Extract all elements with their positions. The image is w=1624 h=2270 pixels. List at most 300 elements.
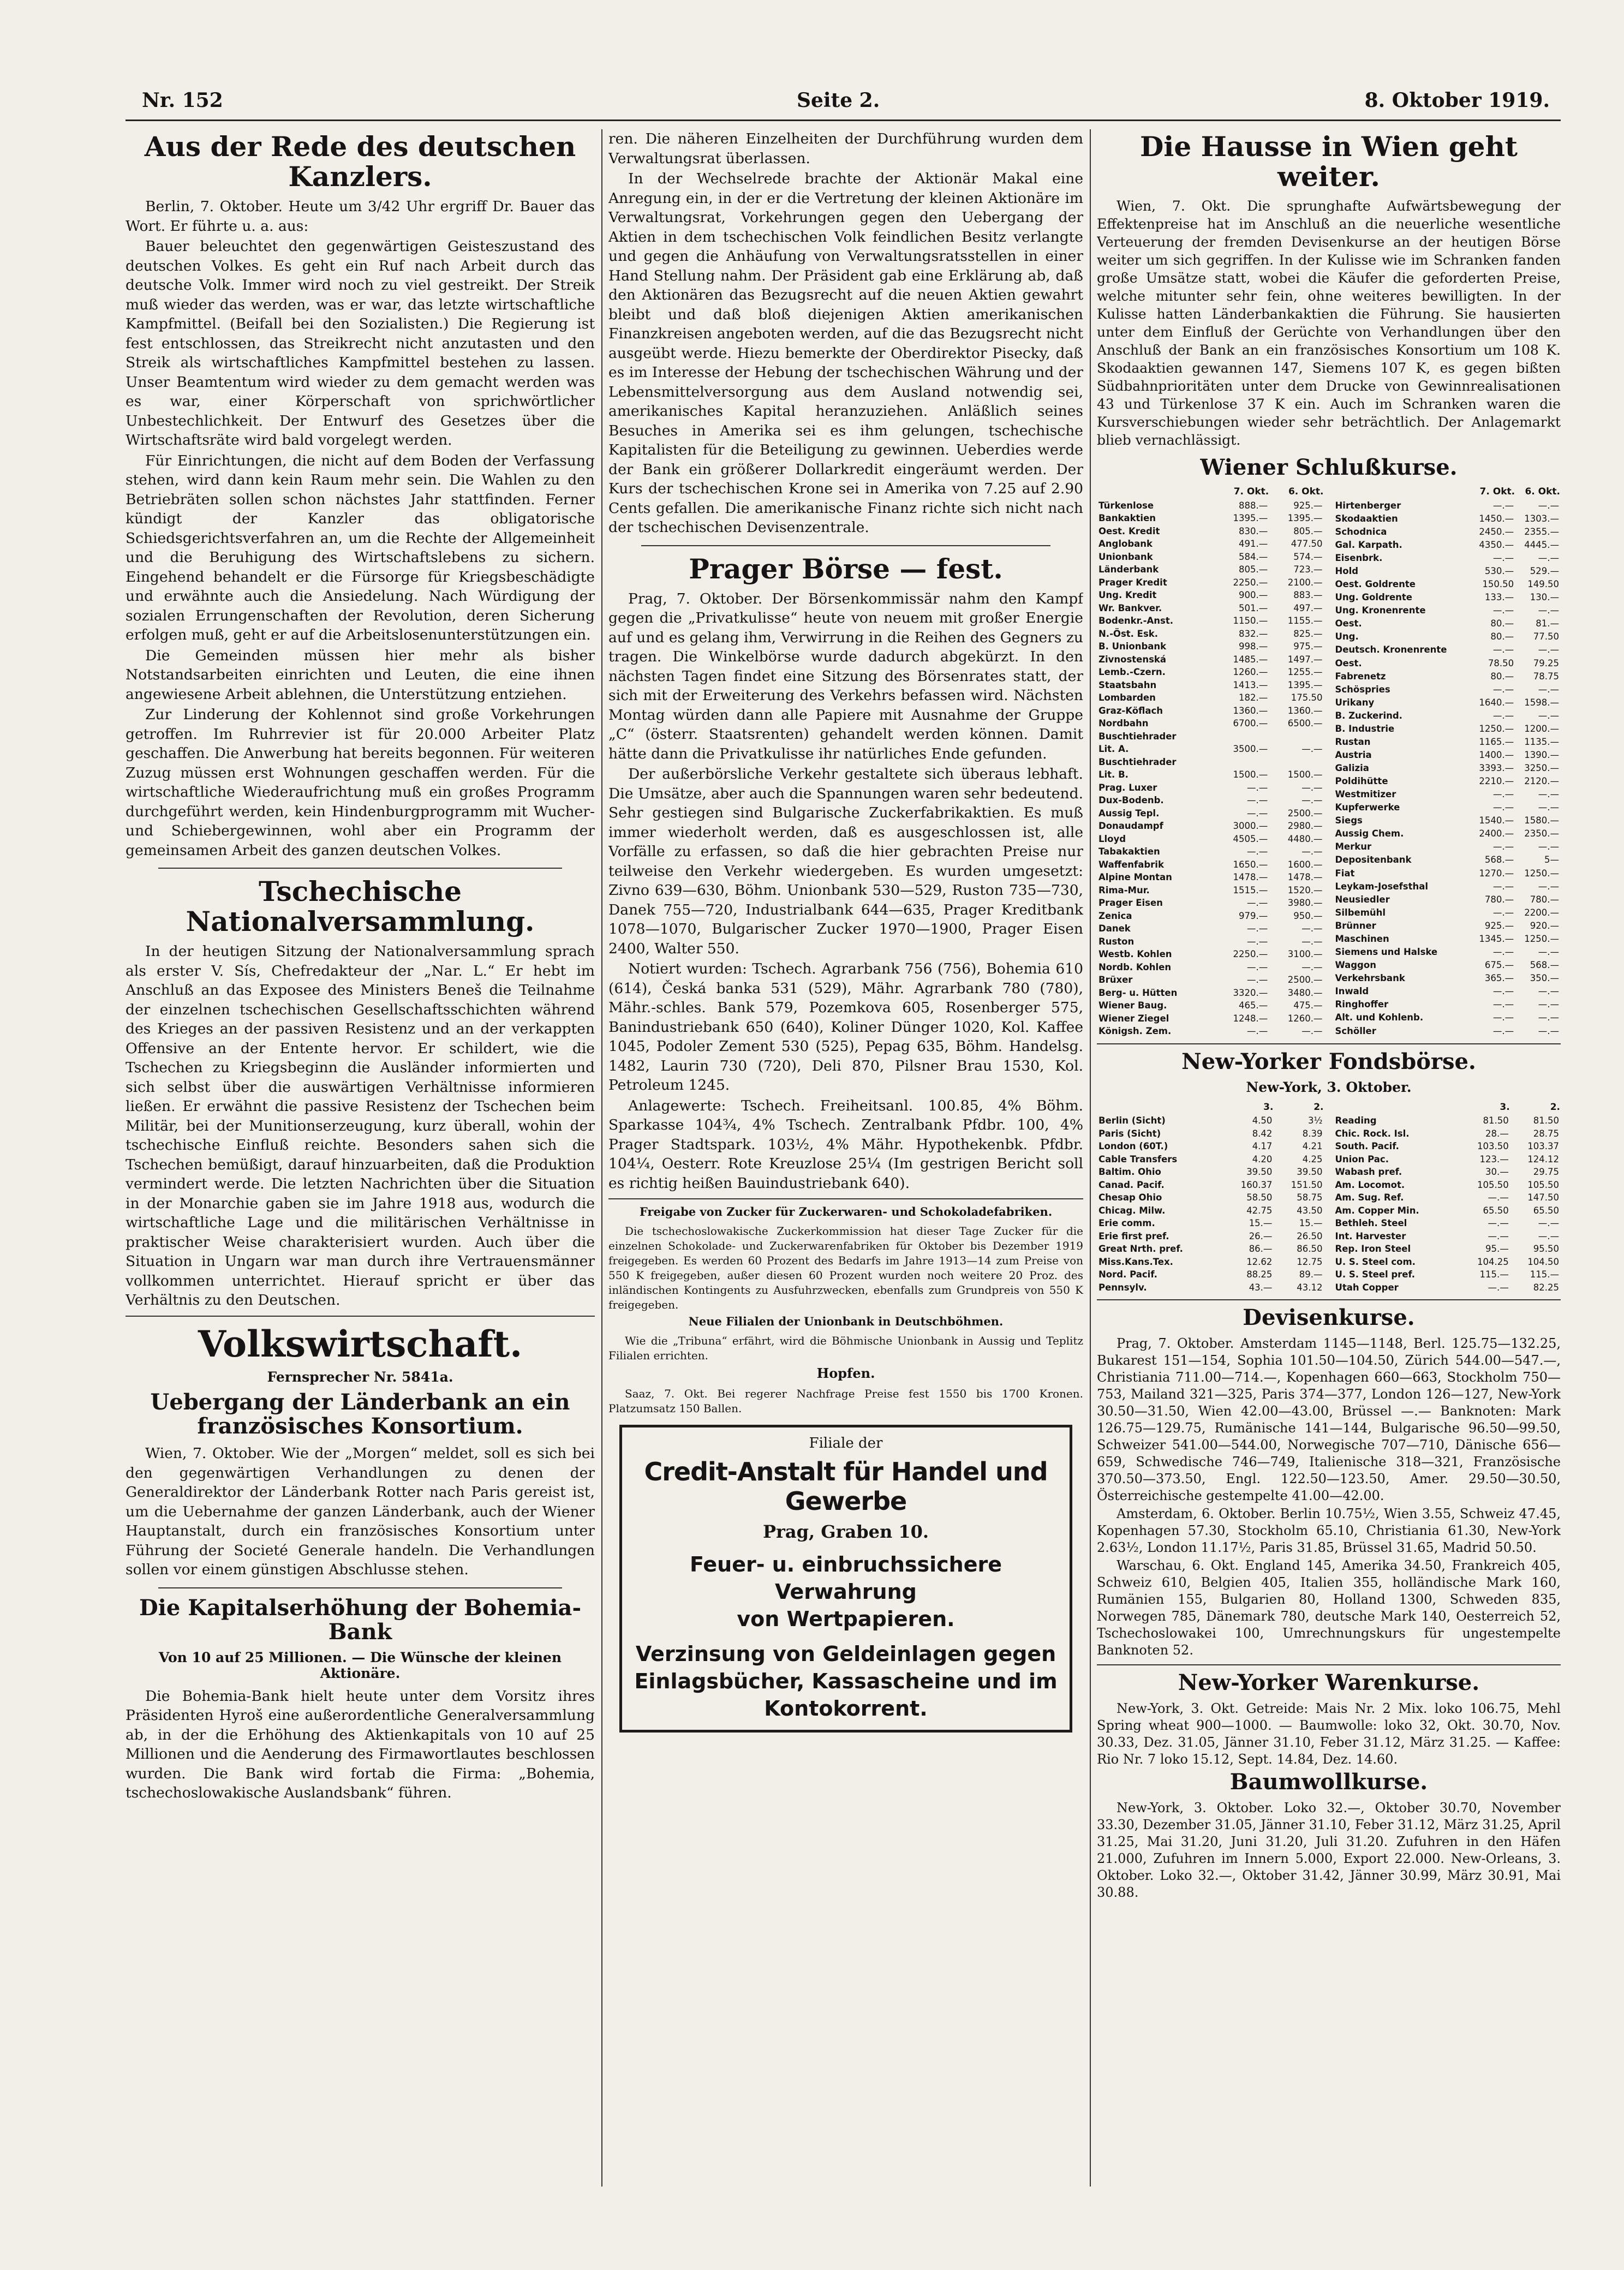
quote-row <box>1097 525 1324 538</box>
price: 133.— <box>1484 592 1514 603</box>
price: 4.17 <box>1252 1141 1273 1151</box>
separator <box>158 868 562 869</box>
price: 4.20 <box>1252 1154 1273 1164</box>
security-name: Galizia <box>1335 763 1369 774</box>
price: —.— <box>1488 1230 1509 1241</box>
price: 1360.— <box>1233 705 1268 716</box>
quote-row <box>1097 833 1324 846</box>
security-name: Skodaaktien <box>1335 513 1398 524</box>
separator <box>158 1587 562 1588</box>
price: 4.21 <box>1302 1141 1323 1151</box>
quote-row <box>1097 948 1324 961</box>
security-name: Lombarden <box>1098 692 1156 703</box>
col-header: 3. <box>1500 1101 1510 1113</box>
price: 1400.— <box>1479 749 1514 760</box>
security-name: Zivnostenská <box>1098 654 1167 665</box>
quote-row <box>1334 1114 1561 1127</box>
security-name: Cable Transfers <box>1098 1154 1178 1164</box>
security-name: Nord. Pacif. <box>1098 1269 1157 1280</box>
price: —.— <box>1492 684 1514 695</box>
price: 1260.— <box>1287 1013 1323 1024</box>
quote-row <box>1097 858 1324 871</box>
column-2 <box>608 129 1083 2187</box>
price: —.— <box>1492 881 1514 892</box>
price: 1395.— <box>1287 679 1323 690</box>
price: —.— <box>1538 946 1559 957</box>
quote-row <box>1097 1140 1324 1153</box>
price: —.— <box>1538 644 1559 655</box>
price: 365.— <box>1484 973 1514 984</box>
separator <box>1097 1664 1561 1665</box>
price: 1135.— <box>1524 736 1559 747</box>
price: 4.50 <box>1252 1115 1273 1126</box>
security-name: Deutsch. Kronenrente <box>1335 644 1447 655</box>
ny-tables <box>1097 1101 1561 1294</box>
headline-hausse: Die Hausse in Wien geht weiter. <box>1140 130 1518 193</box>
quote-row <box>1334 801 1561 814</box>
col-header: 2. <box>1550 1101 1560 1113</box>
price: 43.12 <box>1297 1282 1323 1293</box>
price: 497.— <box>1293 602 1323 613</box>
quote-row <box>1334 525 1561 539</box>
headline-ny-fondsboerse: New-Yorker Fondsbörse. <box>1181 1048 1476 1074</box>
price: 151.50 <box>1291 1179 1323 1190</box>
price: 1150.— <box>1233 616 1268 626</box>
ad-line: Feuer- u. einbruchssichere Verwahrung <box>689 1552 1002 1604</box>
price: 26.50 <box>1297 1230 1323 1241</box>
quote-row <box>1334 539 1561 552</box>
security-name: Oest. Kredit <box>1098 525 1160 536</box>
quote-row <box>1334 604 1561 617</box>
paragraph: Die Bohemia-Bank hielt heute unter dem Vorsitz ihres Präsidenten Hyroš eine außerordentliche Generalversammlung ab, in der die Erhöhung des Aktienkapitals von 10 auf 25 Millionen und die Aenderung des Firmawortlautes beschlossen wurden. Die Bank wird fortab die Firma: „Bohemia, tschechoslowakische Auslandsbank“ führen. <box>126 1687 595 1802</box>
paragraph: Amsterdam, 6. Oktober. Berlin 10.75½, Wien 3.55, Schweiz 47.45, Kopenhagen 57.30, Stockholm 65.10, Christiania 61.30, New-York 2.63½, London 11.17½, Paris 31.85, Brüssel 31.65, Madrid 50.50. <box>1097 1506 1561 1555</box>
security-name: Fiat <box>1335 868 1355 879</box>
quote-row <box>1334 630 1561 643</box>
price: 123.— <box>1479 1154 1509 1164</box>
price: 1500.— <box>1233 769 1268 780</box>
price: 925.— <box>1484 920 1514 931</box>
price: 78.50 <box>1488 658 1514 668</box>
price: 832.— <box>1239 628 1268 639</box>
security-name: U. S. Steel com. <box>1335 1256 1416 1267</box>
price: 4350.— <box>1479 539 1514 550</box>
price: 6500.— <box>1287 718 1323 728</box>
quote-row <box>1097 563 1324 576</box>
quote-row <box>1097 551 1324 564</box>
price: —.— <box>1301 961 1323 972</box>
price: 81.50 <box>1533 1115 1559 1126</box>
price: 65.50 <box>1533 1205 1559 1216</box>
security-name: Utah Copper <box>1335 1282 1399 1293</box>
security-name: Chic. Rock. Isl. <box>1335 1128 1410 1139</box>
quote-row <box>1334 617 1561 630</box>
security-name: Fabrenetz <box>1335 671 1386 682</box>
price: 2450.— <box>1479 526 1514 537</box>
price: 2350.— <box>1524 828 1559 839</box>
price: —.— <box>1488 1282 1509 1293</box>
page-number: Seite 2. <box>797 89 880 112</box>
price: 1250.— <box>1524 933 1559 944</box>
price: 1640.— <box>1479 697 1514 708</box>
price: 3250.— <box>1524 763 1559 774</box>
price: 150.50 <box>1482 579 1514 590</box>
quote-row <box>1097 653 1324 666</box>
security-name: Schöller <box>1335 1025 1376 1036</box>
quote-row <box>1334 1256 1561 1269</box>
security-name: Dux-Bodenb. <box>1098 795 1164 805</box>
quote-row <box>1097 794 1324 807</box>
security-name: Zenica <box>1098 910 1132 921</box>
separator <box>1097 1299 1561 1300</box>
price: 1248.— <box>1233 1013 1268 1024</box>
paragraph: Notiert wurden: Tschech. Agrarbank 756 (756), Bohemia 610 (614), Česká banka 531 (529), Mähr. Agrarbank 780 (780), Mähr.-schles. Bank 579, Pozemkova 605, Rosenberger 575, Banindustriebank 650 (640), Koliner Dünger 1020, Kol. Kaffee 1045, Podoler Zement 530 (525), Pepag 635, Böhm. Handelsg. 1482, Laurin 730 (720), Deli 870, Pilsner Brau 1530, Kol. Petroleum 1245. <box>608 960 1083 1094</box>
security-name: Wiener Ziegel <box>1098 1013 1169 1024</box>
security-name: Ung. Kredit <box>1098 590 1157 600</box>
quote-row <box>1097 1281 1324 1294</box>
quote-row <box>1334 591 1561 604</box>
price: 477.50 <box>1291 539 1323 549</box>
security-name: Pennsylv. <box>1098 1282 1147 1293</box>
price: 103.50 <box>1477 1141 1509 1151</box>
quote-row <box>1334 709 1561 722</box>
security-name: Buschtiehrader <box>1098 731 1177 742</box>
quote-row <box>1334 1230 1561 1243</box>
quote-row <box>1097 730 1324 743</box>
headline-devisenkurse: Devisenkurse. <box>1243 1305 1415 1330</box>
price: 2500.— <box>1287 975 1323 985</box>
price: 568.— <box>1484 855 1514 865</box>
quote-row <box>1097 1153 1324 1166</box>
quote-row <box>1334 788 1561 801</box>
col-header: 7. Okt. <box>1479 486 1515 497</box>
price: 805.— <box>1293 525 1323 536</box>
security-name: Chicag. Milw. <box>1098 1205 1166 1216</box>
price: 8.39 <box>1302 1128 1323 1139</box>
newspaper-page <box>126 85 1561 2196</box>
security-name: Inwald <box>1335 986 1369 997</box>
paragraph: In der heutigen Sitzung der Nationalversammlung sprach als erster V. Sís, Chefredakteur der „Nar. L.“ Er hebt im Anschluß an das Exposee des Ministers Beneš die Teilnahme der einzelnen tschechischen Gesellschaftsschichten während des Krieges an der passiven Resistenz und an der verkappten Offensive an der Entente hervor. Er schildert, wie die Tschechen zu Kriegsbeginn die Ausländer informierten und sich selbst über die auswärtigen Verhältnisse informieren ließen. Er erwähnt die passive Resistenz der Tschechen beim Militär, bei der Munitionserzeugung, kurz überall, wohin der tschechische Einfluß reichte. Besonders sahen sich die Tschechen bemüßigt, darauf hinzuarbeiten, daß die Produktion vermindert werde. Die letzten Nachrichten über die Situation in der Monarchie gaben sie im Jahre 1918 aus, wodurch die wirtschaftliche Lage und die militärischen Verhältnisse in praktischer Weise charakterisiert wurden. Auch über die Situation in Ungarn war man durch ihre Vertrauensmänner vollkommen unterrichtet. Hierauf spricht er über das Verhältnis zu den Deutschen. <box>126 943 595 1309</box>
price: 350.— <box>1530 973 1559 984</box>
security-name: Maschinen <box>1335 933 1389 944</box>
security-name: Hold <box>1335 566 1359 577</box>
price: 175.50 <box>1291 692 1323 703</box>
quote-row <box>1097 1191 1324 1204</box>
security-name: Anglobank <box>1098 539 1153 549</box>
price: 182.— <box>1239 692 1268 703</box>
security-name: Länderbank <box>1098 564 1159 575</box>
price: 1395.— <box>1233 513 1268 523</box>
headline-bohemia-bank: Die Kapitalserhöhung der Bohemia-Bank <box>139 1594 582 1645</box>
quote-row <box>1334 893 1561 906</box>
quote-row <box>1097 807 1324 820</box>
price: 1450.— <box>1479 513 1514 524</box>
security-name: Eisenbrk. <box>1335 553 1383 564</box>
headline-ny-warenkurse: New-Yorker Warenkurse. <box>1178 1670 1480 1695</box>
price: 15.— <box>1249 1218 1273 1228</box>
ad-address: Prag, Graben 10. <box>762 1521 929 1542</box>
price: 1200.— <box>1524 723 1559 734</box>
price: —.— <box>1301 923 1323 934</box>
quote-row <box>1334 853 1561 867</box>
price: 2980.— <box>1287 821 1323 831</box>
price: 900.— <box>1239 590 1268 600</box>
quote-row <box>1334 578 1561 591</box>
paragraph: Prag, 7. Oktober. Der Börsenkommissär nahm den Kampf gegen die „Privatkulisse“ heute von neuem mit großer Energie auf und es gelang ihm, Verwirrung in die Reihen des Gegners zu tragen. Die Winkelbörse wurde dadurch abgekürzt. In den nächsten Tagen findet eine Sitzung des Börsenrates statt, der sich mit der Erweiterung des Verkehrs befassen wird. Nächsten Montag würden dann alle Papiere mit Ausnahme der Gruppe „C“ (österr. Staatsrenten) gehandelt werden können. Damit hätte dann die Privatkulisse ihr natürliches Ende gefunden. <box>608 590 1083 762</box>
quote-row <box>1334 998 1561 1011</box>
price: 105.50 <box>1527 1179 1559 1190</box>
price: —.— <box>1247 1026 1268 1036</box>
price: 3100.— <box>1287 949 1323 959</box>
quote-row <box>1334 1204 1561 1217</box>
quote-row <box>1097 499 1324 512</box>
security-name: Bankaktien <box>1098 513 1156 523</box>
quotes-table-right <box>1334 485 1561 1038</box>
quote-row <box>1097 628 1324 641</box>
headline-prager-boerse: Prager Börse — fest. <box>689 552 1003 585</box>
price: 1360.— <box>1287 705 1323 716</box>
paragraph: Anlagewerte: Tschech. Freiheitsanl. 100.85, 4% Böhm. Sparkasse 104¾, 4% Tschech. Zentralbank Pfdbr. 100, 4% Prager Stadtspark. 103½, 4% Mähr. Hypothekenbk. Pfdbr. 104¼, Oesterr. Rote Kreuzlose 25¼ (Im gestrigen Bericht soll es richtig heißen Bauindustriebank 640). <box>608 1097 1083 1192</box>
price: 975.— <box>1293 641 1323 652</box>
security-name: Wr. Bankver. <box>1098 602 1162 613</box>
price: 6700.— <box>1233 718 1268 728</box>
quote-row <box>1097 845 1324 858</box>
price: 105.50 <box>1477 1179 1509 1190</box>
price: 88.25 <box>1246 1269 1273 1280</box>
separator <box>641 545 1050 546</box>
col-header: 6. Okt. <box>1288 486 1324 497</box>
paragraph: Zur Linderung der Kohlennot sind große Vorkehrungen getroffen. Im Ruhrrevier ist für 20.000 Arbeiter Platz geschaffen. Die Anwerbung hat bereits begonnen. Für weiteren Zuzug müssen erst Wohnungen geschaffen werden. Für die wirtschaftliche Wiederaufrichtung muß ein großes Programm durchgeführt werden, kein Hindenburgprogramm mit Wucher- und Schiebergewinnen, wohl aber ein Programm der gemeinsamen Arbeit des ganzen deutschen Volkes. <box>126 706 595 859</box>
column-divider <box>1090 129 1091 2187</box>
price: 2500.— <box>1287 808 1323 819</box>
price: 3980.— <box>1287 898 1323 908</box>
paragraph: Bauer beleuchtet den gegenwärtigen Geisteszustand des deutschen Volkes. Es geht ein Ruf nach Arbeit durch das deutsche Volk. Immer wird noch zu viel gestreikt. Der Streik muß wieder das werden, was er war, das letzte wirtschaftliche Kampfmittel. (Beifall bei den Sozialisten.) Die Regierung ist fest entschlossen, das Streikrecht nicht anzutasten und den Streik als wirtschaftliches Kampfmittel bestehen zu lassen. Unser Beamtentum wird wieder zu dem gemacht werden was es war, einer Körperschaft von sprichwörtlicher Unbestechlichkeit. Der Entwurf des Gesetzes über die Wirtschaftsräte wird bald vorgelegt werden. <box>126 238 595 449</box>
price: —.— <box>1538 881 1559 892</box>
price: 1413.— <box>1233 679 1268 690</box>
price: —.— <box>1492 841 1514 852</box>
quote-row <box>1097 781 1324 794</box>
quote-row <box>1334 1281 1561 1294</box>
quote-row <box>1334 762 1561 775</box>
security-name: Kupferwerke <box>1335 802 1400 813</box>
price: 1345.— <box>1479 933 1514 944</box>
headline-baumwollkurse: Baumwollkurse. <box>1229 1769 1428 1795</box>
price: —.— <box>1492 1012 1514 1023</box>
security-name: Prager Eisen <box>1098 898 1163 908</box>
price: 723.— <box>1293 564 1323 575</box>
quote-row <box>1097 1025 1324 1038</box>
quote-row <box>1097 935 1324 948</box>
security-name: Lit. B. <box>1098 769 1129 780</box>
security-name: Reading <box>1335 1115 1377 1126</box>
quote-row <box>1334 1024 1561 1038</box>
col-header: 7. Okt. <box>1233 486 1269 497</box>
security-name: Siemens und Halske <box>1335 946 1438 957</box>
quote-row <box>1334 670 1561 683</box>
price: 4480.— <box>1287 833 1323 844</box>
security-name: Wabash pref. <box>1335 1167 1402 1177</box>
quote-row <box>1097 910 1324 923</box>
paragraph: Für Einrichtungen, die nicht auf dem Boden der Verfassung stehen, wird dann kein Raum mehr sein. Die Wahlen zu den Betriebräten sollen schon nächstes Jahr stattfinden. Ferner kündigt der Kanzler das obligatorische Schiedsgerichtsverfahren an, um die Rechte der Allgemeinheit und die Beruhigung des Wirtschaftslebens zu sichern. Eingehend behandelt er die Fürsorge für Kriegsbeschädigte und erwähnte auch die Ansiedelung. Nach Würdigung der sozialen Errungenschaften der Revolution, deren Sicherung erfolgen muß, geht er auf die Arbeitslosenunterstützungen ein. <box>126 452 595 643</box>
security-name: Brünner <box>1335 920 1376 931</box>
security-name: Depositenbank <box>1335 855 1412 865</box>
security-name: Unionbank <box>1098 551 1153 562</box>
quote-row <box>1097 884 1324 897</box>
separator <box>1097 1043 1561 1044</box>
security-name: Staatsbahn <box>1098 679 1157 690</box>
price: 1598.— <box>1524 697 1559 708</box>
paragraph: In der Wechselrede brachte der Aktionär Makal eine Anregung ein, in der er die Vertretung der kleinen Aktionäre im Verwaltungsrat, Vorkehrungen gegen den Uebergang der Aktien in dem tschechischen Volk feindlichen Besitz verlangte und gegen die Anhäufung von Verwaltungsratsstellen in einer Hand Stellung nahm. Der Präsident gab eine Erklärung ab, daß den Aktionären das Bezugsrecht auf die neuen Aktien gewahrt bleibt und daß bloß diejenigen Aktien amerikanischen Finanzkreisen angeboten werden, auf die das Bezugsrecht nicht ausgeübt werde. Hiezu bemerkte der Oberdirektor Pisecky, daß es im Interesse der Hebung der tschechischen Währung und der Lebensmittelversorgung aus dem Ausland notwendig sei, amerikanisches Kapital heranzuziehen. Anläßlich seines Besuches in Amerika sei es ihm gelungen, tschechische Kapitalisten für die Beteiligung zu gewinnen. Ueberdies werde der Bank ein größerer Dollarkredit eingeräumt werden. Der Kurs der tschechischen Krone sei in Amerika von 7.25 auf 2.90 Cents gefallen. Die amerikanische Finanz richte sich nicht nach der tschechischen Devisenzentrale. <box>608 170 1083 536</box>
quote-row <box>1334 1166 1561 1179</box>
paragraph: Die Gemeinden müssen hier mehr als bisher Notstandsarbeiten einrichten und Leuten, die eine ihnen angewiesene Arbeit ablehnen, die Unterstützung entziehen. <box>126 647 595 703</box>
security-name: Canad. Pacif. <box>1098 1179 1165 1190</box>
col-header: 2. <box>1313 1101 1324 1113</box>
price: —.— <box>1492 946 1514 957</box>
quote-row <box>1334 656 1561 670</box>
price: 1165.— <box>1479 736 1514 747</box>
price: 115.— <box>1479 1269 1509 1280</box>
price: 58.50 <box>1246 1192 1273 1203</box>
price: 80.— <box>1490 631 1514 642</box>
paragraph: ren. Die näheren Einzelheiten der Durchführung wurden dem Verwaltungsrat überlassen. <box>608 130 1083 167</box>
price: 1500.— <box>1287 769 1323 780</box>
security-name: Silbemühl <box>1335 907 1386 918</box>
issue-date: 8. Oktober 1919. <box>1364 89 1550 112</box>
price: 574.— <box>1293 551 1323 562</box>
security-name: Prag. Luxer <box>1098 782 1157 793</box>
security-name: Siegs <box>1335 815 1363 826</box>
price: —.— <box>1247 936 1268 947</box>
quote-row <box>1097 987 1324 1000</box>
quote-row <box>1097 1127 1324 1140</box>
quote-row <box>1097 1166 1324 1179</box>
quote-row <box>1334 906 1561 919</box>
price: 4.25 <box>1302 1154 1323 1164</box>
paragraph: Wien, 7. Oktober. Wie der „Morgen“ meldet, soll es sich bei den gegenwärtigen Verhandlungen zu denen der Generaldirektor der Länderbank Rotter nach Paris gereist ist, um die Uebernahme der ganzen Länderbank, auch der Wiener Hauptanstalt, durch ein französisches Konsortium unter Führung der Societé Generale handeln. Die Verhandlungen sollen vor einem günstigen Abschlusse stehen. <box>126 1445 595 1579</box>
ad-label: Filiale der <box>809 1435 883 1451</box>
price: 675.— <box>1484 959 1514 970</box>
security-name: Gal. Karpath. <box>1335 539 1402 550</box>
price: 95.50 <box>1533 1244 1559 1254</box>
price: —.— <box>1492 789 1514 800</box>
quote-row <box>1097 922 1324 935</box>
security-name: Ruston <box>1098 936 1135 947</box>
price <box>1269 730 1324 743</box>
security-name: Am. Locomot. <box>1335 1179 1405 1190</box>
price: —.— <box>1247 846 1268 857</box>
security-name: Schöspries <box>1335 684 1390 695</box>
quote-row <box>1097 768 1324 781</box>
advertisement-credit-anstalt <box>619 1425 1072 1733</box>
price: 830.— <box>1239 525 1268 536</box>
phone-number: Fernsprecher Nr. 5841a. <box>267 1369 453 1385</box>
quote-row <box>1097 743 1324 756</box>
price: 3480.— <box>1287 987 1323 998</box>
price: —.— <box>1492 986 1514 997</box>
price: 2250.— <box>1233 577 1268 588</box>
quote-row <box>1097 961 1324 974</box>
price: 86.— <box>1249 1244 1273 1254</box>
security-name: London (60T.) <box>1098 1141 1168 1151</box>
price: —.— <box>1488 1192 1509 1203</box>
price: —.— <box>1538 500 1559 511</box>
price: —.— <box>1247 795 1268 805</box>
issue-number: Nr. 152 <box>142 89 223 112</box>
quote-row <box>1097 691 1324 704</box>
security-name: Buschtiehrader <box>1098 756 1177 767</box>
security-name: N.-Öst. Esk. <box>1098 628 1159 639</box>
price: 1600.— <box>1287 859 1323 870</box>
security-name: Ung. Goldrente <box>1335 592 1412 603</box>
column-divider <box>601 129 602 2187</box>
quote-row <box>1097 1242 1324 1256</box>
quote-row <box>1334 552 1561 565</box>
ad-line: Verzinsung von Geldeinlagen gegen Einlagsbücher, Kassascheine und im Kontokorrent. <box>634 1642 1058 1721</box>
security-name: Ringhoffer <box>1335 999 1389 1010</box>
security-name: Oest. Goldrente <box>1335 579 1416 590</box>
quote-row <box>1097 679 1324 692</box>
price: 104.25 <box>1477 1256 1509 1267</box>
price: 81.50 <box>1483 1115 1509 1126</box>
price: 1270.— <box>1479 868 1514 879</box>
price: —.— <box>1492 553 1514 564</box>
price: 3320.— <box>1233 987 1268 998</box>
price: 2120.— <box>1524 776 1559 787</box>
security-name: B. Unionbank <box>1098 641 1167 652</box>
quote-row <box>1097 1256 1324 1269</box>
security-name: Hirtenberger <box>1335 500 1401 511</box>
price: 28.75 <box>1533 1128 1559 1139</box>
price: —.— <box>1301 846 1323 857</box>
price: 80.— <box>1490 618 1514 629</box>
quote-row <box>1334 933 1561 946</box>
price: —.— <box>1301 782 1323 793</box>
price: 1497.— <box>1287 654 1323 665</box>
paragraph: Wien, 7. Okt. Die sprunghafte Aufwärtsbewegung der Effektenpreise hat im Anschluß an die neuerliche wesentliche Verteuerung der fremden Devisenkurse an der heutigen Börse weiter um sich gegriffen. In der Kulisse wie im Schranken fanden große Umsätze statt, wobei die Käufer die geforderten Preise, welche mitunter sehr fein, ohne weiteres bewilligten. In der Kulisse hatten Länderbankaktien die Führung. Sie hausierten unter dem Einfluß der Gerüchte von Verhandlungen über den Anschluß der Bank an ein französisches Konsortium um 108 K. Skodaaktien gewannen 147, Siemens 107 K, es gegen bißten Südbahnprioritäten unter dem Drucke von Gewinnrealisationen 43 und Türkenlose 37 K ein. Auch im Schranken waren die Kursverschiebungen wieder sehr beträchtlich. Der Anlagemarkt blieb vernachlässigt. <box>1097 198 1561 448</box>
price: 3393.— <box>1479 763 1514 774</box>
quote-row <box>1097 897 1324 910</box>
quote-row <box>1097 871 1324 884</box>
quote-row <box>1334 827 1561 840</box>
security-name: Austria <box>1335 749 1372 760</box>
security-name: Oest. <box>1335 658 1362 668</box>
price: 12.75 <box>1297 1256 1323 1267</box>
price: 3500.— <box>1233 744 1268 754</box>
security-name: Aussig Chem. <box>1335 828 1404 839</box>
price: 530.— <box>1484 566 1514 577</box>
headline-hopfen: Hopfen. <box>816 1365 875 1381</box>
security-name: Rep. Iron Steel <box>1335 1244 1411 1254</box>
quote-row <box>1334 985 1561 998</box>
price: —.— <box>1492 605 1514 616</box>
security-name: Lit. A. <box>1098 744 1129 754</box>
price: 925.— <box>1293 500 1323 511</box>
security-name: Berg- u. Hütten <box>1098 987 1178 998</box>
quote-row <box>1097 614 1324 628</box>
paragraph: Saaz, 7. Okt. Bei regerer Nachfrage Preise fest 1550 bis 1700 Kronen. Platzumsatz 150 Ballen. <box>608 1387 1083 1415</box>
security-name: Chesap Ohio <box>1098 1192 1162 1203</box>
price: 29.75 <box>1533 1167 1559 1177</box>
security-name: Am. Copper Min. <box>1335 1205 1419 1216</box>
quote-row <box>1097 589 1324 602</box>
price: 888.— <box>1239 500 1268 511</box>
security-name: B. Zuckerind. <box>1335 710 1402 721</box>
price: —.— <box>1538 999 1559 1010</box>
price: 124.12 <box>1527 1154 1559 1164</box>
price: —.— <box>1492 802 1514 813</box>
price: 147.50 <box>1527 1192 1559 1203</box>
quote-row <box>1334 696 1561 709</box>
security-name: Berlin (Sicht) <box>1098 1115 1166 1126</box>
